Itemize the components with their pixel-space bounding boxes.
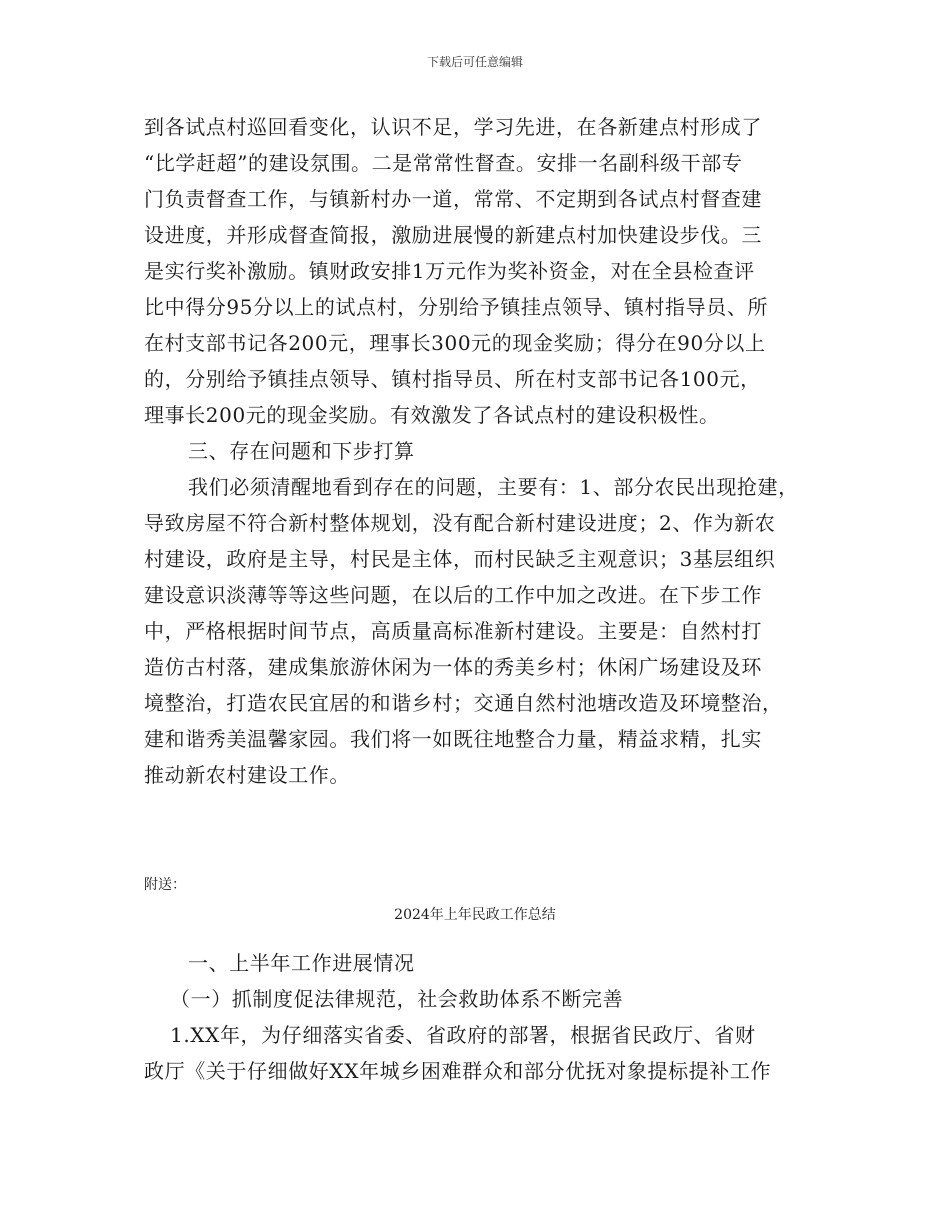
paragraph-line: 在村支部书记各200元，理事长300元的现金奖励；得分在90分以上 [144, 331, 766, 355]
paragraph-line: 境整治，打造农民宜居的和谐乡村；交通自然村池塘改造及环境整治， [144, 691, 783, 715]
paragraph-line: 造仿古村落，建成集旅游休闲为一体的秀美乡村；休闲广场建设及环 [144, 655, 762, 679]
paragraph-line: 中，严格根据时间节点，高质量高标准新村建设。主要是：自然村打 [144, 619, 762, 643]
paragraph-line: 村建设，政府是主导，村民是主体，而村民缺乏主观意识；3基层组织 [144, 547, 776, 571]
paragraph-line: 政厅《关于仔细做好XX年城乡困难群众和部分优抚对象提标提补工作 [144, 1059, 772, 1083]
paragraph-line: 到各试点村巡回看变化，认识不足，学习先进，在各新建点村形成了 [144, 115, 762, 139]
paragraph-line: 设进度，并形成督查简报，激励进展慢的新建点村加快建设步伐。三 [144, 223, 762, 247]
section-heading: 三、存在问题和下步打算 [188, 439, 415, 463]
page-header: 下载后可任意编辑 [426, 55, 523, 69]
paragraph-line: 比中得分95分以上的试点村，分别给予镇挂点领导、镇村指导员、所 [144, 295, 769, 319]
appendix-label: 附送： [144, 877, 186, 893]
paragraph-line: 门负责督查工作，与镇新村办一道，常常、不定期到各试点村督查建 [144, 187, 762, 211]
paragraph-line: 推动新农村建设工作。 [144, 763, 350, 787]
paragraph-line: “比学赶超”的建设氛围。二是常常性督查。安排一名副科级干部专 [144, 151, 743, 175]
paragraph-line: 1.XX年，为仔细落实省委、省政府的部署，根据省民政厅、省财 [170, 1023, 756, 1047]
paragraph-line: 建和谐秀美温馨家园。我们将一如既往地整合力量，精益求精，扎实 [144, 727, 762, 751]
appendix-title: 2024年上年民政工作总结 [394, 907, 556, 923]
paragraph-line: 的，分别给予镇挂点领导、镇村指导员、所在村支部书记各100元， [144, 367, 761, 391]
paragraph-line: 我们必须清醒地看到存在的问题，主要有：1、部分农民出现抢建， [188, 475, 799, 499]
paragraph-line: 理事长200元的现金奖励。有效激发了各试点村的建设积极性。 [144, 403, 720, 427]
appendix-heading: 一、上半年工作进展情况 [188, 951, 415, 975]
paragraph-line: 建设意识淡薄等等这些问题，在以后的工作中加之改进。在下步工作 [144, 583, 762, 607]
appendix-subheading: （一）抓制度促法律规范，社会救助体系不断完善 [170, 987, 624, 1011]
paragraph-line: 是实行奖补激励。镇财政安排1万元作为奖补资金，对在全县检查评 [144, 259, 755, 283]
paragraph-line: 导致房屋不符合新村整体规划，没有配合新村建设进度；2、作为新农 [144, 511, 776, 535]
